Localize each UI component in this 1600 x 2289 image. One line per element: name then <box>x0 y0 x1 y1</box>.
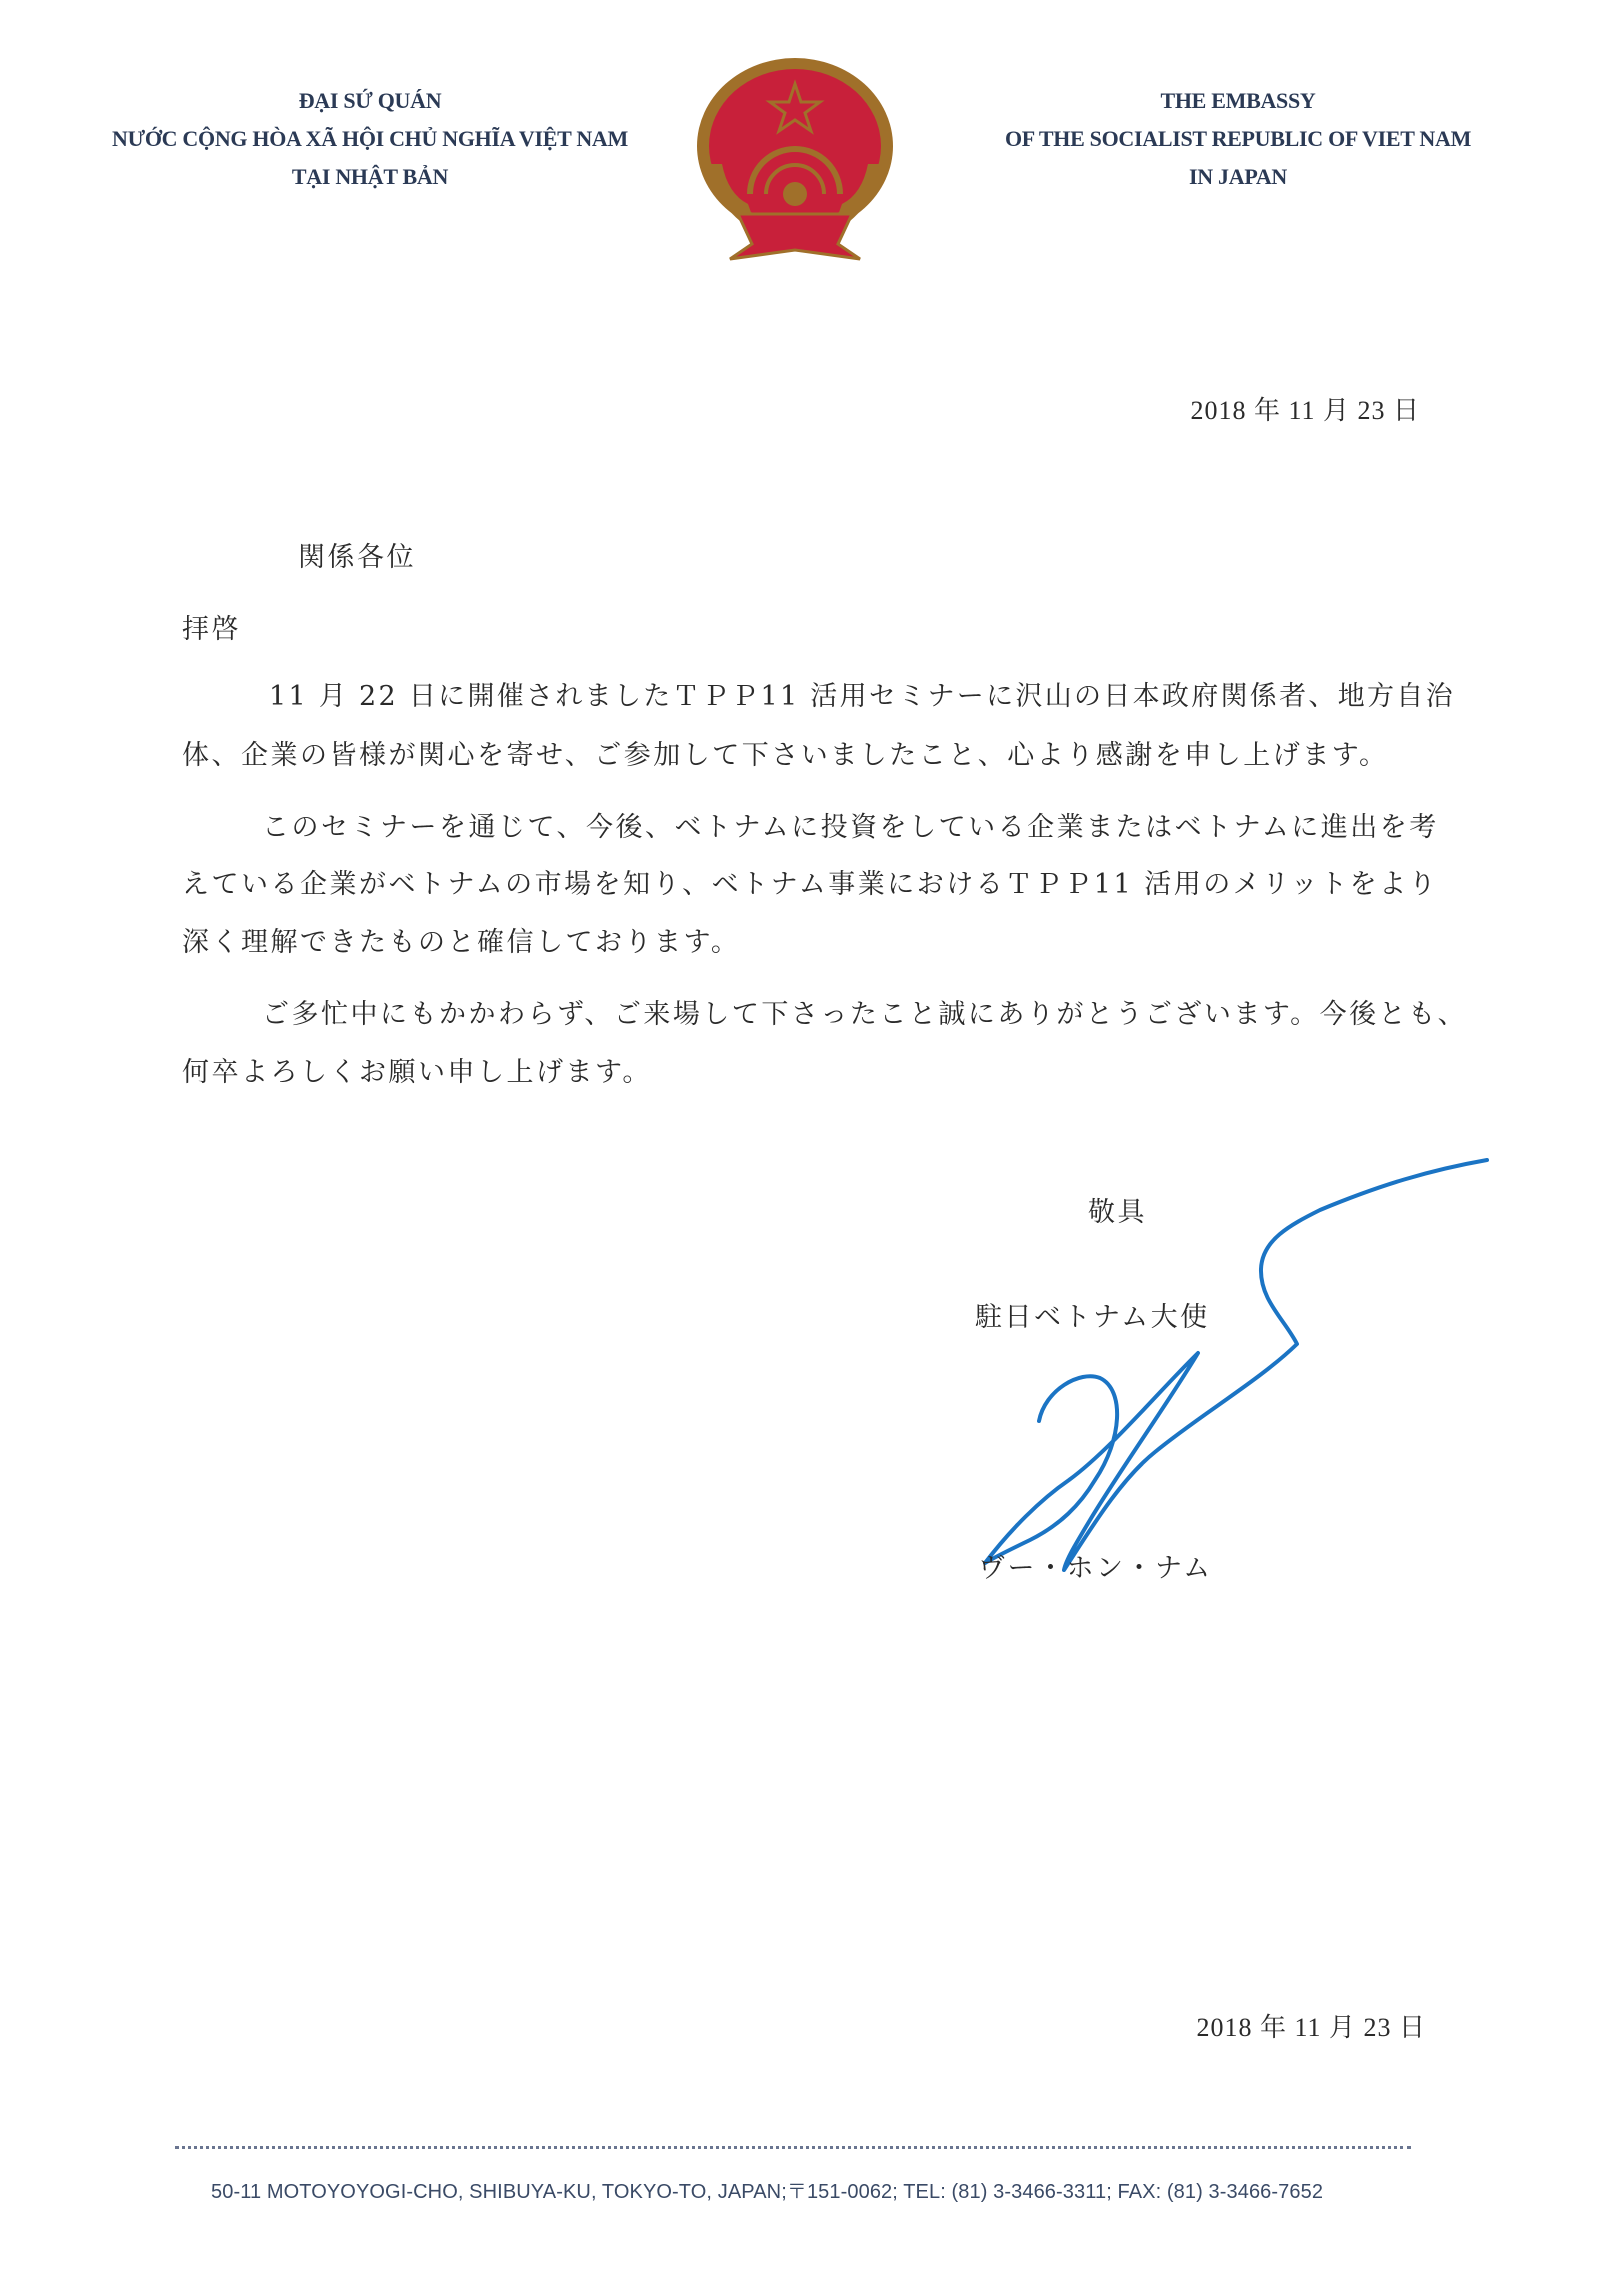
paragraph-line: 体、企業の皆様が関心を寄せ、ご参加して下さいましたこと、心より感謝を申し上げます。 <box>182 740 1389 771</box>
letterhead-line: THE EMBASSY <box>1160 88 1316 113</box>
letterhead-line: NƯỚC CỘNG HÒA XÃ HỘI CHỦ NGHĨA VIỆT NAM <box>112 126 628 151</box>
signer-title: 駐日ベトナム大使 <box>975 1302 1210 1333</box>
paragraph-line: 何卒よろしくお願い申し上げます。 <box>182 1057 652 1088</box>
paragraph-line: 11 月 22 日に開催されましたＴＰＰ11 活用セミナーに沢山の日本政府関係者、地方自治 <box>269 681 1455 712</box>
letterhead-vietnamese <box>90 82 650 196</box>
paragraph-line: ご多忙中にもかかわらず、ご来場して下さったこと誠にありがとうございます。今後とも、 <box>262 999 1468 1030</box>
addressee: 関係各位 <box>298 542 416 573</box>
letterhead-line: ĐẠI SỨ QUÁN <box>298 88 442 113</box>
paragraph-line: えている企業がベトナムの市場を知り、ベトナム事業におけるＴＰＰ11 活用のメリットをより <box>182 869 1439 900</box>
signer-name: ヴー・ホン・ナム <box>978 1553 1213 1584</box>
paragraph-line: このセミナーを通じて、今後、ベトナムに投資をしている企業またはベトナムに進出を考 <box>262 812 1439 843</box>
paragraph-line: 深く理解できたものと確信しております。 <box>182 927 741 958</box>
letter-date-bottom: 2018 年 11 月 23 日 <box>1196 2013 1426 2042</box>
footer-address: 50-11 MOTOYOYOGI-CHO, SHIBUYA-KU, TOKYO-TO, JAPAN;〒151-0062; TEL: (81) 3-3466-3311; FAX: (81) 3-3466-7652 <box>211 2181 1324 2203</box>
closing: 敬具 <box>1088 1197 1147 1228</box>
letterhead-english <box>958 82 1518 196</box>
opening-salutation: 拝啓 <box>182 614 241 645</box>
letter-date: 2018 年 11 月 23 日 <box>1190 396 1420 425</box>
national-emblem-icon <box>688 54 902 264</box>
letterhead-line: TẠI NHẬT BẢN <box>291 164 449 189</box>
footer-divider <box>175 2146 1411 2149</box>
letterhead-line: OF THE SOCIALIST REPUBLIC OF VIET NAM <box>1004 126 1472 151</box>
letterhead-line: IN JAPAN <box>1188 164 1288 189</box>
